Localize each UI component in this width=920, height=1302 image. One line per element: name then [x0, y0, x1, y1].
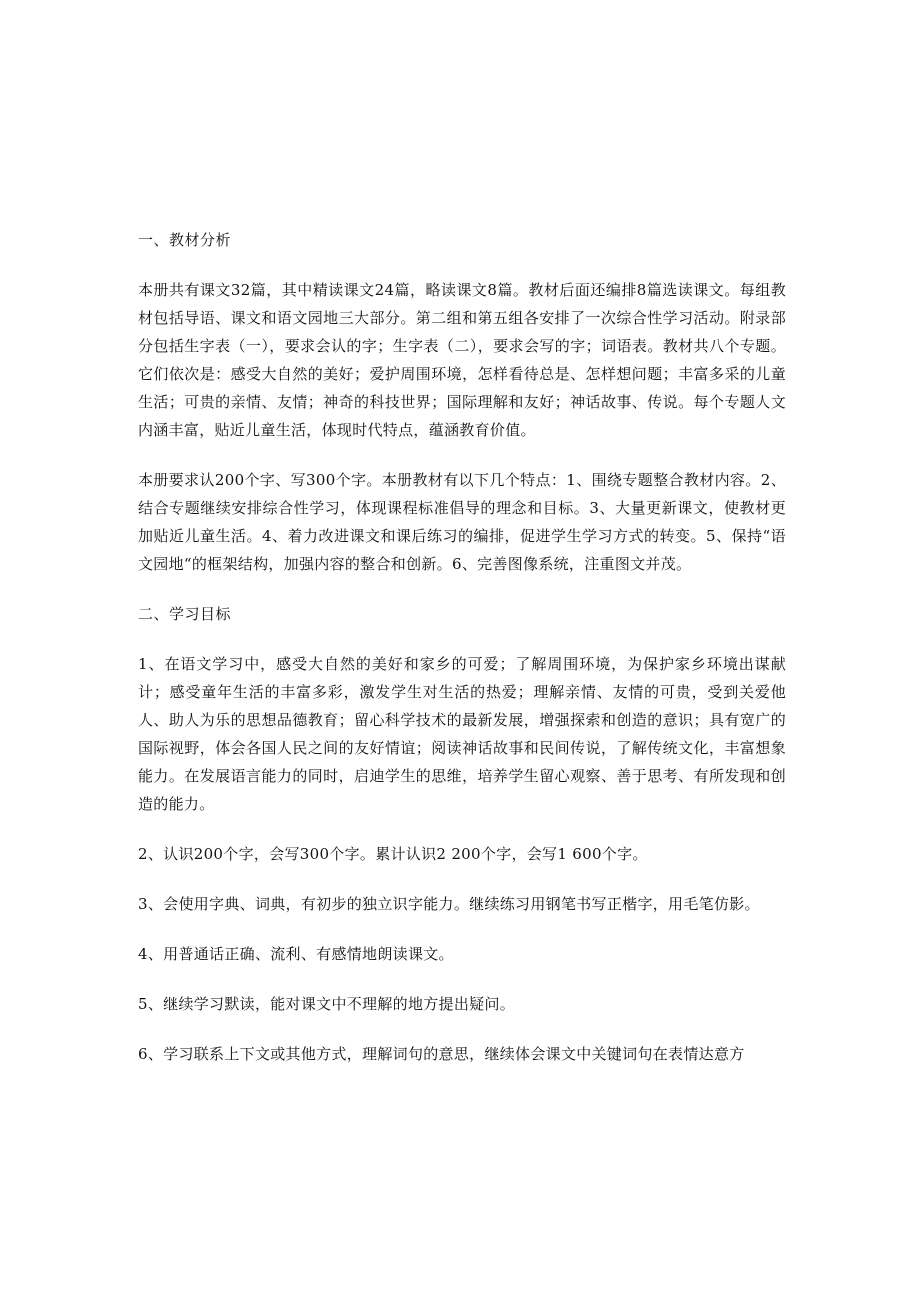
goal-item: 2、认识200个字，会写300个字。累计认识2 200个字，会写1 600个字。: [138, 845, 648, 863]
goal-item: 4、用普通话正确、流利、有感情地朗读课文。: [138, 945, 454, 963]
section-heading-goals: 二、学习目标: [138, 605, 232, 623]
document-page: [138, 226, 786, 1068]
goal-item: 3、会使用字典、词典，有初步的独立识字能力。继续练习用钢笔书写正楷字，用毛笔仿影。: [138, 895, 760, 913]
paragraph-textbook-overview: 本册共有课文32篇，其中精读课文24篇，略读课文8篇。教材后面还编排8篇选读课文。每组教材包括导语、课文和语文园地三大部分。第二组和第五组各安排了一次综合性学习活动。附录部分包括生字表（一），要求会认的字；生字表（二），要求会写的字；词语表。教材共八个专题。它们依次是：感受大自然的美好；爱护周围环境，怎样看待总是、怎样想问题；丰富多采的儿童生活；可贵的亲情、友情；神奇的科技世界；国际理解和友好；神话故事、传说。每个专题人文内涵丰富，贴近儿童生活，体现时代特点，蕴涵教育价值。: [138, 281, 786, 439]
goal-item: 1、在语文学习中，感受大自然的美好和家乡的可爱；了解周围环境，为保护家乡环境出谋献计；感受童年生活的丰富多彩，激发学生对生活的热爱；理解亲情、友情的可贵，受到关爱他人、助人为乐的思想品德教育；留心科学技术的最新发展，增强探索和创造的意识；具有宽广的国际视野，体会各国人民之间的友好情谊；阅读神话故事和民间传说，了解传统文化，丰富想象能力。在发展语言能力的同时，启迪学生的思维，培养学生留心观察、善于思考、有所发现和创造的能力。: [138, 655, 786, 813]
paragraph-textbook-features: 本册要求认200个字、写300个字。本册教材有以下几个特点：1、围绕专题整合教材内容。2、结合专题继续安排综合性学习，体现课程标准倡导的理念和目标。3、大量更新课文，使教材更加贴近儿童生活。4、着力改进课文和课后练习的编排，促进学生学习方式的转变。5、保持“语文园地“的框架结构，加强内容的整合和创新。6、完善图像系统，注重图文并茂。: [138, 471, 786, 573]
section-heading-analysis: 一、教材分析: [138, 231, 232, 249]
goal-item: 6、学习联系上下文或其他方式，理解词句的意思，继续体会课文中关键词句在表情达意方: [138, 1045, 745, 1063]
goal-item: 5、继续学习默读，能对课文中不理解的地方提出疑问。: [138, 995, 516, 1013]
